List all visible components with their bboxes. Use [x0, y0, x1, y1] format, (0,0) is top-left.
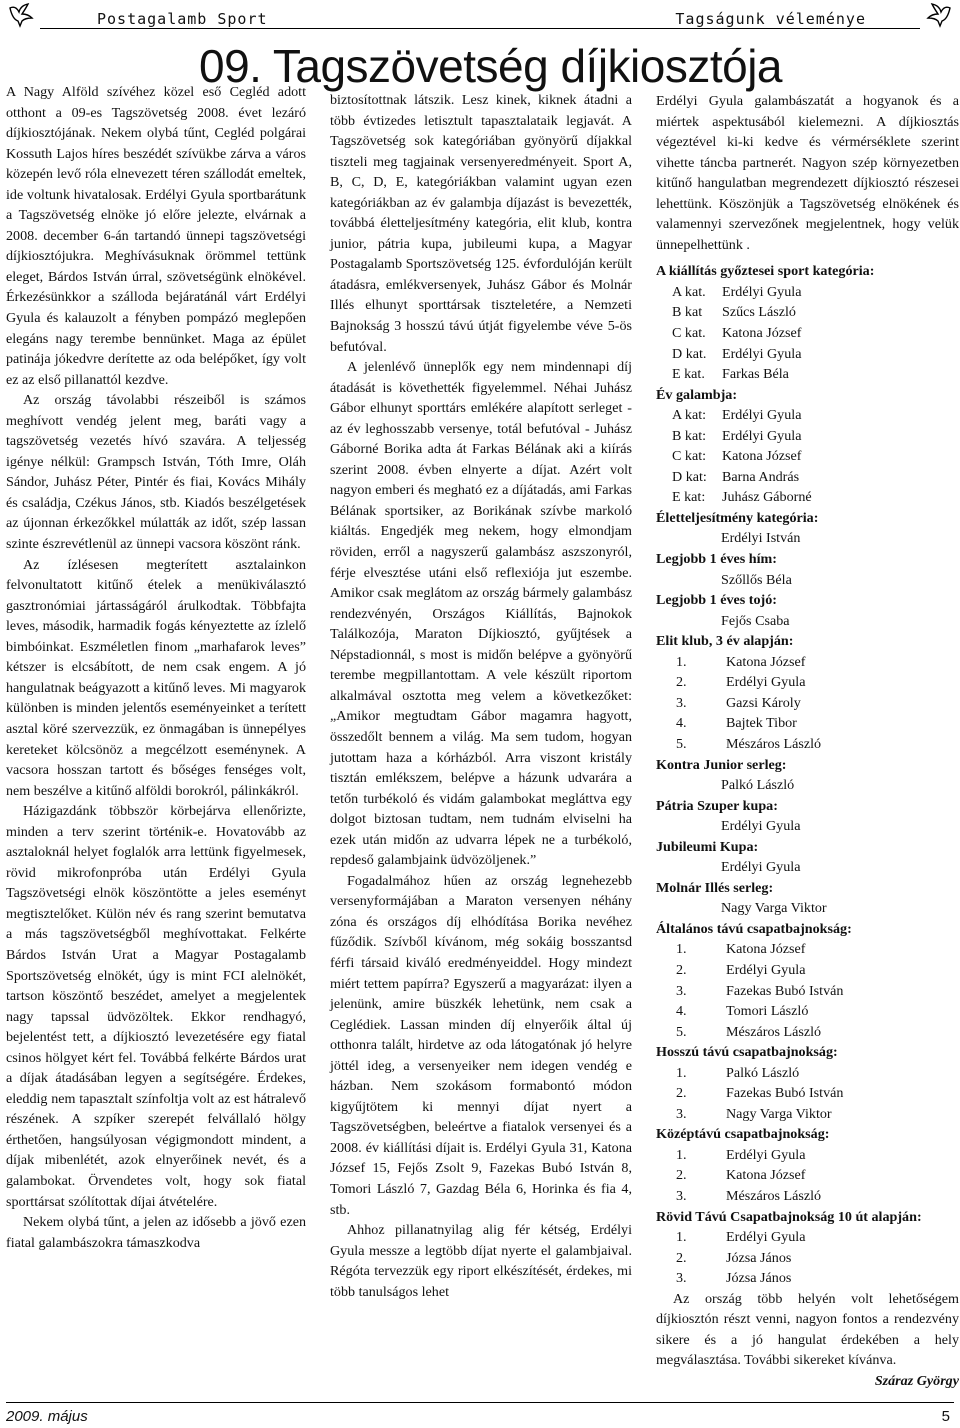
- award-row: [656, 405, 959, 426]
- long-distance-team-list: [656, 1063, 959, 1125]
- award-category: Molnár Illés serleg:: [656, 879, 774, 896]
- page-number: 5: [941, 1408, 950, 1425]
- magazine-title: Postagalamb Sport: [97, 10, 268, 28]
- award-category-label: D kat.: [672, 345, 707, 362]
- pigeon-icon: [926, 2, 952, 28]
- winner-name: Palkó László: [721, 777, 795, 794]
- rank-number: 1.: [676, 1146, 687, 1163]
- winner-name: Erdélyi Gyula: [726, 674, 806, 691]
- award-row: [656, 302, 959, 323]
- winner-name: Erdélyi Gyula: [722, 283, 802, 300]
- ranked-row: [656, 1104, 959, 1125]
- short-distance-team-list: [656, 1227, 959, 1289]
- award-category: Elit klub, 3 év alapján:: [656, 633, 794, 650]
- award-category-label: B kat:: [672, 427, 707, 444]
- author-name: Száraz György: [874, 1372, 959, 1389]
- paragraph: Házigazdánk többször körbejárva ellenőrizte, minden a terv szerint történik-e. Hovatovább az asztaloknál helyet foglalók arra lettünk figyelmesek, rövid mikrofonpróba után Erdélyi Gyula Tagszövetségi elnök köszöntötte a jeles eseményt megtisztelőket. Külön név és rang szerint bemutatva a más tagszövetségből meghívottakat. Felkérte Bárdos István Urat a Magyar Postagalamb Sportszövetség elnökét, úgy is mint FCI alelnökét, tartson köszöntő beszédet, amelyet a megjelentek nagy tapssal üdvözöltek. Ekkor rendhagyó, bejelentést tett, a díjkiosztó levezetésére egy fiatal csinos hölgyet kért fel. Továbbá felkérte Bárdos urat a díjak átadásában legyen a segítségére. Érdekes, eleddig nem tapasztalt színfoltja volt az est hátralevő részének. A szpíker szerepét felvállaló hölgy érthetően, hangsúlyosan végigmondott mindent, a díjak mibenlétét, azok elnyerőinek nevét, és a galambokat. Örvendetes volt, hogy sok fiatal sporttársat szólítottak díjai átvételére.: [6, 803, 306, 1210]
- rank-number: 3.: [676, 1105, 687, 1122]
- award-category: Általános távú csapatbajnokság:: [656, 920, 852, 937]
- award-category: Életteljesítmény kategória:: [656, 509, 819, 526]
- header-rule: [40, 28, 920, 29]
- paragraph: Ahhoz pillanatnyilag alig fér kétség, Erdélyi Gyula messze a legtöbb díjat nyerte el galambjaival. Régóta tervezzük egy riport elkészítését, érdekes, mi több tanulságos lehet: [330, 1222, 632, 1300]
- page-header: [0, 0, 960, 40]
- article-column-2: [330, 90, 632, 1302]
- elit-klub-list: [656, 652, 959, 755]
- rank-number: 4.: [676, 1003, 687, 1020]
- award-category: Hosszú távú csapatbajnokság:: [656, 1044, 838, 1061]
- rank-number: 3.: [676, 1187, 687, 1204]
- article-title: 09. Tagszövetség díjkiosztója: [199, 40, 783, 92]
- rank-number: 2.: [676, 1167, 687, 1184]
- ranked-row: [656, 1227, 959, 1248]
- winner-name: Fazekas Bubó István: [726, 982, 844, 999]
- ranked-row: [656, 713, 959, 734]
- paragraph: Az ország távolabbi részeiből is számos meghívott vendég jelent meg, baráti vagy a tagszövetség vezetés hívó szavára. A teljesség igénye nélkül: Grampsch István, Tóth Imre, Oláh Sándor, Juhász Péter, Pintér és fiai, Kovács Mihály és családja, Czékus János, stb. Kiadós beszélgetések az újonnan érkezőkkel múlatták az időt, szép lassan szinte észrevétlenül az ünnepi vacsora köszönt ránk.: [6, 392, 306, 553]
- ranked-row: [656, 1001, 959, 1022]
- winner-name: Gazsi Károly: [726, 694, 801, 711]
- award-row: [656, 426, 959, 447]
- article-column-1: [6, 82, 306, 1253]
- middle-distance-team-list: [656, 1145, 959, 1207]
- award-category: Rövid Távú Csapatbajnokság 10 út alapján:: [656, 1208, 922, 1225]
- award-row: [656, 344, 959, 365]
- winner-name: Erdélyi Gyula: [722, 407, 802, 424]
- award-category-label: C kat:: [672, 448, 707, 465]
- rank-number: 3.: [676, 982, 687, 999]
- ranked-row: [656, 1268, 959, 1289]
- winner-name: Bajtek Tibor: [726, 715, 797, 732]
- award-category-label: C kat.: [672, 325, 706, 342]
- closing-paragraph: Az ország több helyén volt lehetőségem díjkiosztón részt venni, nagyon fontos a rendezvény sikere és a jó hangulat érdekében a hely megválasztása. További sikereket kívánva.: [656, 1290, 959, 1369]
- rank-number: 3.: [676, 694, 687, 711]
- ranked-row: [656, 734, 959, 755]
- ranked-row: [656, 960, 959, 981]
- ranked-row: [656, 1145, 959, 1166]
- award-category-label: E kat.: [672, 366, 705, 383]
- rank-number: 1.: [676, 1064, 687, 1081]
- ranked-row: [656, 1022, 959, 1043]
- winner-name: Palkó László: [726, 1064, 800, 1081]
- winner-name: Tomori László: [726, 1003, 809, 1020]
- rank-number: 5.: [676, 1023, 687, 1040]
- ranked-row: [656, 1083, 959, 1104]
- award-single-list: [656, 508, 959, 631]
- ranked-row: [656, 672, 959, 693]
- winner-name: Barna András: [722, 468, 800, 485]
- page-footer: [0, 1402, 960, 1428]
- ranked-row: [656, 693, 959, 714]
- award-category-label: A kat.: [672, 283, 706, 300]
- issue-date: 2009. május: [6, 1408, 88, 1425]
- award-category: Pátria Szuper kupa:: [656, 797, 778, 814]
- winner-name: Katona József: [726, 1167, 806, 1184]
- winner-name: Katona József: [726, 653, 806, 670]
- award-row: [656, 282, 959, 303]
- paragraph: Fogadalmához hűen az ország legnehezebb versenyformájában a Maraton versenyen néhány zóna és országos díj elhódítása Borika nevéhez fűződik. Szívből kívánom, még sokáig bosszantsd férfi társaid kiváló eredményeiddel. Hogy mindezt miért tettem papírra? Egyszerű a magyarázat: ilyen a jelenünk, amire büszkék lehetünk, nem csak a Ceglédiek. Lassan minden díj elnyerőik által új otthonra talált, hirdetve az oda látogatónak jó helyre jöttél ideg, a versenyeiker nem idegen vendég e házban. Nem szokásom formabontó módon kigyűjtötem ki mennyi díjat nyert a Tagszövetségben, beleértve a fiatalok versenyei és a 2008. év kiállítási díjait is. Erdélyi Gyula 31, Katona József 15, Fejős Zsolt 9, Fazekas Bubó István 8, Tomori László 7, Gazdag Béla 6, Horinka és fia 4, stb.: [330, 872, 632, 1218]
- ranked-row: [656, 939, 959, 960]
- award-row: [656, 446, 959, 467]
- award-category: Kontra Junior serleg:: [656, 756, 787, 773]
- rank-number: 2.: [676, 1085, 687, 1102]
- winner-name: Erdélyi Gyula: [722, 345, 802, 362]
- paragraph: Nekem olybá tűnt, a jelen az idősebb a jövő ezen fiatal galambászokra támaszkodva: [6, 1214, 306, 1251]
- ranked-row: [656, 1165, 959, 1186]
- paragraph: Erdélyi Gyula galambászatát a hogyanok és a miértek aspektusából kielemezni. A díjkiosztás végeztével ki-ki kedve és vérmérséklete szerint vihette táncba partnerét. Nagyon szép környezetben kitűnő hangulatban megrendezett díjkiosztó részesei lehettünk. Köszönjük a Tagszövetség elnökének és valamennyi szervezőnek megjelentnek, hogy velük ünnepelhettünk .: [656, 93, 959, 253]
- winner-name: Mészáros László: [726, 735, 822, 752]
- award-category-label: A kat:: [672, 407, 707, 424]
- winner-name: Fejős Csaba: [721, 612, 790, 629]
- award-row: [656, 323, 959, 344]
- year-pigeon-list: [656, 405, 959, 508]
- winner-name: Nagy Varga Viktor: [726, 1105, 832, 1122]
- winner-name: Józsa János: [726, 1270, 792, 1287]
- award-category-label: B kat: [672, 304, 703, 321]
- ranked-row: [656, 1248, 959, 1269]
- winner-name: Szűcs László: [722, 304, 796, 321]
- award-category-label: D kat:: [672, 468, 707, 485]
- winner-name: Józsa János: [726, 1249, 792, 1266]
- winner-name: Nagy Varga Viktor: [721, 900, 827, 917]
- rank-number: 1.: [676, 653, 687, 670]
- award-category: Legjobb 1 éves tojó:: [656, 592, 777, 609]
- ranked-row: [656, 1063, 959, 1084]
- award-category-label: E kat:: [672, 489, 706, 506]
- winner-name: Katona József: [722, 448, 802, 465]
- winner-name: Erdélyi Gyula: [726, 1146, 806, 1163]
- winner-name: Fazekas Bubó István: [726, 1085, 844, 1102]
- award-category: Legjobb 1 éves hím:: [656, 551, 777, 568]
- rank-number: 2.: [676, 674, 687, 691]
- general-team-list: [656, 939, 959, 1042]
- winner-name: Erdélyi Gyula: [722, 427, 802, 444]
- pigeon-icon: [8, 2, 34, 28]
- ranked-row: [656, 981, 959, 1002]
- award-single-list: [656, 755, 959, 919]
- paragraph: biztosítottnak látszik. Lesz kinek, kiknek átadni a több évtizedes letisztult tapasztalataik legjavát. A Tagszövetség sok kategóriában gyönyörű díjakkal tiszteli meg tagjainak versenyeredményeit. Sport A, B, C, D, E, kategóriákban valamint ugyan ezen kategóriákban az év galambja díjazást is bevezették, továbbá életteljesítmény kategória, elit klub, kontra junior, pátria kupa, jubileumi kupa, a Magyar Postagalamb Sportszövetség 125. évfordulóján került átadásra, emlékversenyek, Juhász Gábor és Molnár Illés elhunyt sporttársak tiszteletére, a Nemzeti Bajnokság 3 hosszú távú útját figyelembe véve 5-ös befutóval.: [330, 92, 632, 355]
- footer-rule: [6, 1402, 954, 1403]
- paragraph: A jelenlévő ünneplők egy nem mindennapi díj átadását is követhették figyelemmel. Néhai Juhász Gábor elhunyt sporttárs emlékére alapított serleget - az év leghosszabb versenye, totál befutóval - Juhász Gáborné Borika adta át Farkas Bélának aki a kiírás szerint 2008. évben elnyerte a díjat. Azért volt nagyon emberi és megható ez a díjátadás, ami Farkas Bélának sportsiker, az Borikának szívbe markoló kiáltás. Engedjék meg nekem, hogy elmondjam röviden, erről a nagyszerű galambász aszszonyról, férje elvesztése utáni első reflexiója jut eszembe. Amikor csak meglátom az ország bármely galambász rendezvényén, Országos Kiállítás, Bajnokok Találkozója, Maraton Díjkiosztó, gyűjtések a Népstadionnál, s most is midőn belépve a gyönyörű terembe megpillantottam. A vele készült riportom alkalmával osztotta meg velem a következőket: „Amikor megtudtam Gábor magamra hagyott, összedőlt bennem a világ. Ma sem tudom, hogyan jutottam haza a kórházból. Arra viszont kristály tisztán emlékszem, belépve a házunk udvarára a tetőn turbékoló és vidám galambokat megláttva egy dolgot biztosan tudtam, nem tudnám elviselni ha ezek után midőn az udvarra lépek ne a turbékoló, repdeső galambjaink üdvözöljenek.”: [330, 359, 632, 869]
- winner-name: Mészáros László: [726, 1187, 822, 1204]
- rank-number: 2.: [676, 961, 687, 978]
- sport-category-list: [656, 282, 959, 385]
- winner-name: Erdélyi István: [721, 530, 801, 547]
- winner-name: Erdélyi Gyula: [726, 1229, 806, 1246]
- rank-number: 4.: [676, 715, 687, 732]
- award-row: [656, 364, 959, 385]
- rank-number: 2.: [676, 1249, 687, 1266]
- rank-number: 5.: [676, 735, 687, 752]
- paragraph: A Nagy Alföld szívéhez közel eső Cegléd adott otthont a 09-es Tagszövetség 2008. évet lezáró díjkiosztójának. Nekem olybá tűnt, Cegléd polgárai Kossuth Lajos híres beszédét szívükbe zárva a város közepén levő róla elnevezett téren szállodát emeltek, ide voltunk hivatalosak. Erdélyi Gyula sportbarátunk a Tagszövetség elnöke jó előre jelezte, elvárnak a 2008. december 6-án tartandó ünnepi tagszövetségi díjkiosztójukra. Meghívásuknak örömmel tettünk eleget, Bárdos István úrral, szövetségünk elnökével. Érkezésünkkor a szálloda bejáratánál várt Erdélyi Gyula és kalauzolt a fényben pompázó meglepően elegáns nagy terembe bennünket. Maga az épület patinája jókedvre derítette az oda belépőket, így volt ez az első pillanattól kezdve.: [6, 84, 306, 388]
- winner-name: Farkas Béla: [722, 366, 789, 383]
- award-category: Középtávú csapatbajnokság:: [656, 1126, 830, 1143]
- winner-name: Katona József: [722, 325, 802, 342]
- winner-name: Erdélyi Gyula: [721, 859, 801, 876]
- paragraph: Az ízlésesen megterített asztalainkon felvonultatott kitűnő ételek a menükiválasztó gasztronómiai jártasságáról árulkodtak. Többfajta leves, második, harmadik fogás kényeztette az ízlelő bimbóinkat. Eszméletlen finom „marhafarok leves” kétszer is elcsábított, de nem csak engem. A jó hangulatnak beágyazott a kitűnő leves. Mi magyarok különben is minden jelentős eseményeinket a terített asztal köré szervezzük, ez önmagában is ünnepélyes kereteket kölcsönöz a megcélzott eseménynek. A vacsora hosszan tartott és bőséges fenséges volt, nem beszélve a kitűnő alföldi borokról, pálinkákról.: [6, 556, 306, 799]
- winner-name: Erdélyi Gyula: [726, 961, 806, 978]
- winner-name: Mészáros László: [726, 1023, 822, 1040]
- award-category: Év galambja:: [656, 386, 738, 403]
- winner-name: Katona József: [726, 941, 806, 958]
- ranked-row: [656, 1186, 959, 1207]
- rank-number: 3.: [676, 1270, 687, 1287]
- article-column-3: [656, 91, 959, 1391]
- award-category: Jubileumi Kupa:: [656, 838, 759, 855]
- section-title: Tagságunk véleménye: [671, 10, 870, 28]
- winner-name: Szőllős Béla: [721, 571, 792, 588]
- rank-number: 1.: [676, 941, 687, 958]
- award-row: [656, 467, 959, 488]
- awards-title: A kiállítás győztesei sport kategória:: [656, 263, 875, 280]
- rank-number: 1.: [676, 1229, 687, 1246]
- winner-name: Erdélyi Gyula: [721, 818, 801, 835]
- award-row: [656, 487, 959, 508]
- ranked-row: [656, 652, 959, 673]
- winner-name: Juhász Gáborné: [722, 489, 812, 506]
